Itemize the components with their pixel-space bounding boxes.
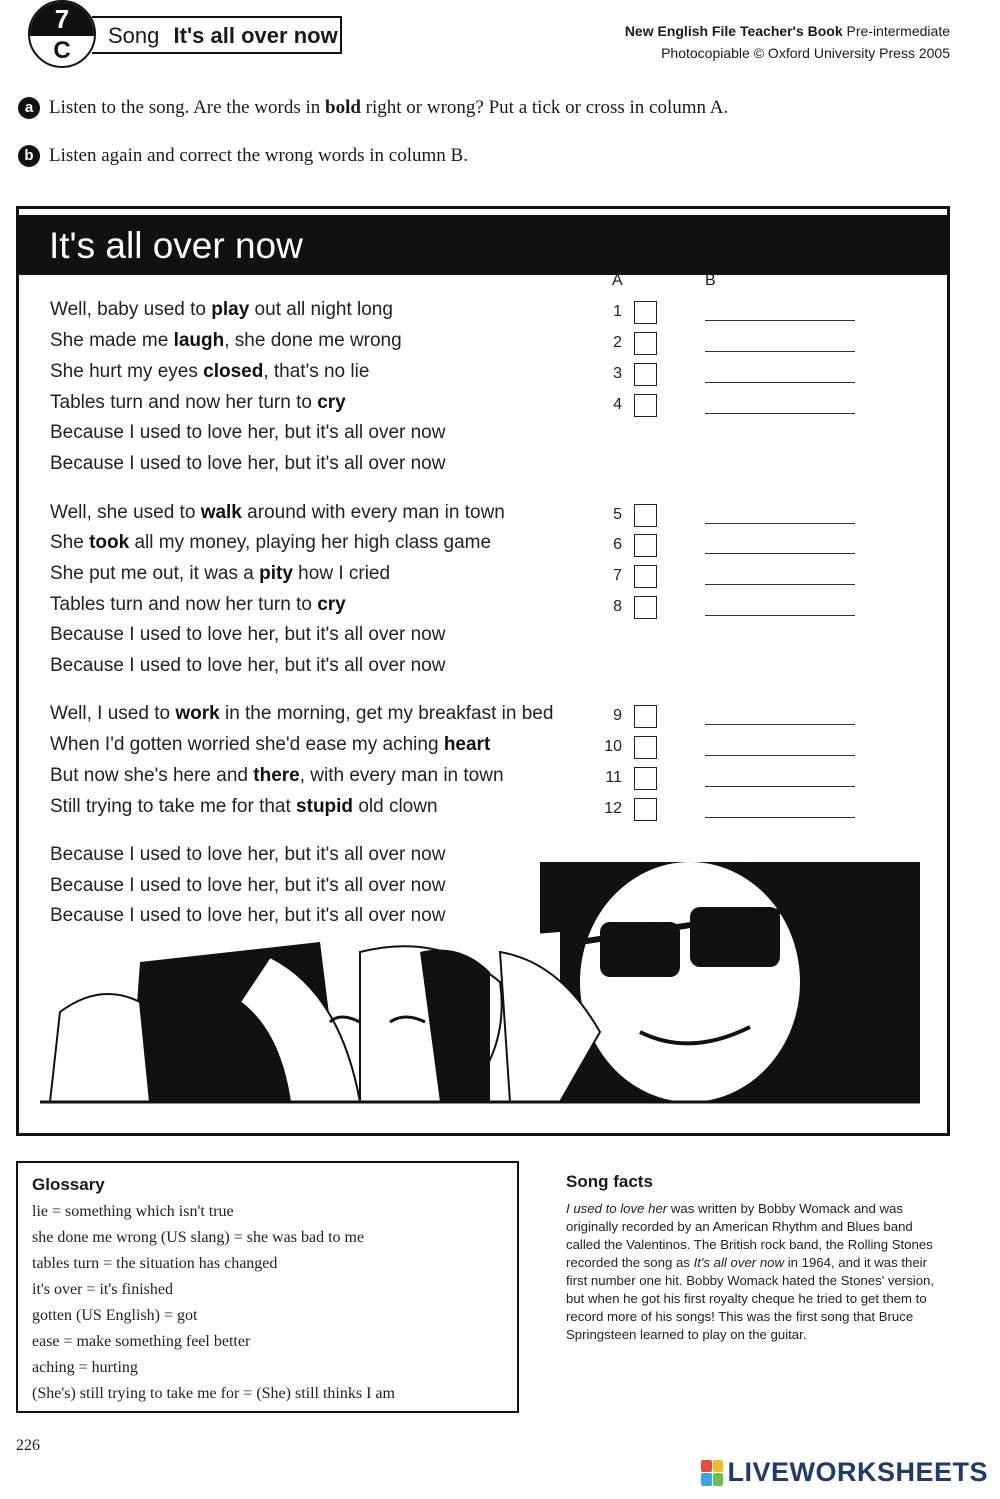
lyric-line xyxy=(50,532,491,554)
lyric-text: out all night long xyxy=(249,299,393,320)
answer-line-b[interactable] xyxy=(705,382,855,383)
instruction-letter: b xyxy=(18,145,40,167)
logo-square-green-icon xyxy=(713,1473,724,1486)
song-banner: It's all over now xyxy=(19,215,947,275)
answer-checkbox-a[interactable] xyxy=(634,736,657,759)
answer-checkbox-a[interactable] xyxy=(634,504,657,527)
liveworksheets-logo-icon xyxy=(701,1460,723,1486)
lyric-bold-word: closed xyxy=(203,361,264,382)
liveworksheets-brand[interactable] xyxy=(701,1457,988,1488)
lyric-line xyxy=(50,392,346,414)
lyric-bold-word: laugh xyxy=(173,330,225,351)
lyric-line xyxy=(50,502,505,524)
instruction-col: A xyxy=(709,97,724,118)
lyric-line xyxy=(50,453,445,475)
comic-illustration xyxy=(40,862,920,1104)
item-number: 12 xyxy=(604,800,622,817)
lyric-line xyxy=(50,655,445,677)
badge-number: 7 xyxy=(30,2,94,36)
lyric-line xyxy=(50,734,490,756)
unit-badge xyxy=(28,0,96,68)
item-number: 2 xyxy=(613,334,622,351)
instruction-bold: bold xyxy=(325,97,361,118)
glossary-box xyxy=(16,1161,519,1413)
answer-checkbox-a[interactable] xyxy=(634,565,657,588)
lyric-text: She put me out, it was a xyxy=(50,563,260,584)
lyric-bold-word: walk xyxy=(200,502,242,523)
lyric-text: in the morning, get my breakfast in bed xyxy=(219,703,554,724)
song-facts-title: Song facts xyxy=(566,1172,653,1191)
column-b-header: B xyxy=(705,272,716,289)
lyric-bold-word: play xyxy=(211,299,250,320)
lyric-text: She xyxy=(50,532,90,553)
instruction-b xyxy=(18,145,468,167)
answer-checkbox-a[interactable] xyxy=(634,596,657,619)
copyright: Photocopiable © Oxford University Press 2005 xyxy=(661,45,950,61)
column-a-header: A xyxy=(612,272,623,289)
lyric-bold-word: cry xyxy=(317,392,346,413)
lyric-text: Because I used to love her, but it's all over now xyxy=(50,624,446,645)
lyric-line xyxy=(50,299,393,321)
answer-line-b[interactable] xyxy=(705,817,855,818)
logo-square-red-icon xyxy=(701,1460,712,1473)
answer-checkbox-a[interactable] xyxy=(634,363,657,386)
lyric-text: She made me xyxy=(50,330,174,351)
answer-checkbox-a[interactable] xyxy=(634,798,657,821)
answer-line-b[interactable] xyxy=(705,786,855,787)
item-number: 7 xyxy=(613,567,622,584)
song-title-box xyxy=(92,16,342,54)
answer-checkbox-a[interactable] xyxy=(634,534,657,557)
logo-square-yellow-icon xyxy=(713,1460,724,1473)
item-number: 5 xyxy=(613,506,622,523)
brand-name: LIVEWORKSHEETS xyxy=(727,1457,988,1487)
lyric-text: When I'd gotten worried she'd ease my aching xyxy=(50,734,444,755)
lyric-bold-word: took xyxy=(89,532,130,553)
lyric-line xyxy=(50,765,504,787)
lyric-bold-word: pity xyxy=(259,563,293,584)
lyric-text: Because I used to love her, but it's all over now xyxy=(50,875,446,896)
answer-line-b[interactable] xyxy=(705,413,855,414)
lyric-bold-word: work xyxy=(175,703,220,724)
page-number: 226 xyxy=(16,1437,40,1454)
answer-line-b[interactable] xyxy=(705,724,855,725)
facts-italic-1: I used to love her xyxy=(566,1201,668,1216)
lyric-text: old clown xyxy=(353,796,438,817)
answer-line-b[interactable] xyxy=(705,351,855,352)
answer-line-b[interactable] xyxy=(705,523,855,524)
glossary-item: lie = something which isn't true xyxy=(32,1203,234,1220)
song-facts xyxy=(566,1172,946,1344)
lyric-text: Because I used to love her, but it's all over now xyxy=(50,844,446,865)
lyric-line xyxy=(50,563,390,585)
lyric-text: Tables turn and now her turn to xyxy=(50,594,318,615)
lyric-bold-word: there xyxy=(253,765,300,786)
answer-line-b[interactable] xyxy=(705,615,855,616)
item-number: 4 xyxy=(613,396,622,413)
glossary-title: Glossary xyxy=(32,1175,105,1194)
publisher-level: Pre-intermediate xyxy=(846,23,950,39)
lyric-line xyxy=(50,422,445,444)
logo-square-blue-icon xyxy=(701,1473,712,1486)
answer-checkbox-a[interactable] xyxy=(634,394,657,417)
glossary-item: it's over = it's finished xyxy=(32,1281,173,1298)
lyric-text: Well, I used to xyxy=(50,703,176,724)
lyric-text: all my money, playing her high class game xyxy=(129,532,492,553)
glossary-item: she done me wrong (US slang) = she was bad to me xyxy=(32,1229,365,1246)
lyric-bold-word: heart xyxy=(443,734,491,755)
item-number: 3 xyxy=(613,365,622,382)
instruction-text: right or wrong? Put a tick or cross in column xyxy=(360,97,710,118)
lyric-text: how I cried xyxy=(292,563,391,584)
instruction-text: Listen to the song. Are the words in xyxy=(49,97,325,118)
item-number: 11 xyxy=(605,769,622,786)
answer-line-b[interactable] xyxy=(705,755,855,756)
instruction-col: B xyxy=(450,145,464,166)
glossary-item: aching = hurting xyxy=(32,1359,138,1376)
item-number: 8 xyxy=(613,598,622,615)
lyric-line xyxy=(50,624,445,646)
lyric-line xyxy=(50,330,402,352)
page-title: It's all over now xyxy=(173,23,338,48)
item-number: 10 xyxy=(604,738,622,755)
song-facts-text xyxy=(566,1200,946,1344)
facts-text-2: in 1964, and it was their first number one hit. Bobby Womack hated the Stones' version, but when he got his first royalty cheque he tried to get them to record more of his songs! This was the first song that Bruce Springsteen learned to play on the guitar. xyxy=(566,1255,935,1342)
lyric-bold-word: stupid xyxy=(296,796,354,817)
glossary-list xyxy=(32,1199,503,1407)
lyric-text: Because I used to love her, but it's all over now xyxy=(50,905,446,926)
lyric-text: , she done me wrong xyxy=(224,330,402,351)
lyric-text: She hurt my eyes xyxy=(50,361,204,382)
badge-letter: C xyxy=(53,37,71,64)
lyric-text: , that's no lie xyxy=(263,361,370,382)
item-number: 6 xyxy=(613,536,622,553)
glossary-item: gotten (US English) = got xyxy=(32,1307,198,1324)
glossary-item: ease = make something feel better xyxy=(32,1333,251,1350)
lyric-line xyxy=(50,703,553,725)
instruction-end: . xyxy=(723,97,729,118)
answer-checkbox-a[interactable] xyxy=(634,332,657,355)
lyric-text: But now she's here and xyxy=(50,765,254,786)
lyric-text: Because I used to love her, but it's all over now xyxy=(50,655,446,676)
song-word: Song xyxy=(108,23,160,48)
lyric-line xyxy=(50,796,438,818)
instruction-letter: a xyxy=(18,97,40,119)
publisher-book: New English File Teacher's Book xyxy=(624,23,843,39)
lyric-text: Tables turn and now her turn to xyxy=(50,392,318,413)
answer-line-b[interactable] xyxy=(705,553,855,554)
item-number: 1 xyxy=(613,303,622,320)
lyric-text: around with every man in town xyxy=(241,502,505,523)
instruction-text: Listen again and correct the wrong words in column xyxy=(49,145,451,166)
item-number: 9 xyxy=(613,707,622,724)
answer-line-b[interactable] xyxy=(705,584,855,585)
lyric-text: Still trying to take me for that xyxy=(50,796,297,817)
answer-checkbox-a[interactable] xyxy=(634,705,657,728)
lyric-text: Well, she used to xyxy=(50,502,201,523)
instruction-a xyxy=(18,97,728,119)
publisher-info xyxy=(625,20,950,64)
answer-checkbox-a[interactable] xyxy=(634,301,657,324)
lyric-text: , with every man in town xyxy=(299,765,504,786)
facts-text-1: was written by Bobby Womack and was originally recorded by an American Rhythm and Blues band called the Valentinos. The British rock band, the Rolling Stones recorded the song as xyxy=(566,1201,933,1270)
answer-line-b[interactable] xyxy=(705,320,855,321)
lyric-line xyxy=(50,361,369,383)
facts-italic-2: It's all over now xyxy=(693,1255,785,1270)
instruction-end: . xyxy=(463,145,468,166)
glossary-item: tables turn = the situation has changed xyxy=(32,1255,278,1272)
answer-checkbox-a[interactable] xyxy=(634,767,657,790)
lyric-line xyxy=(50,594,346,616)
lyric-text: Because I used to love her, but it's all over now xyxy=(50,422,446,443)
lyric-text: Because I used to love her, but it's all over now xyxy=(50,453,446,474)
lyric-text: Well, baby used to xyxy=(50,299,212,320)
glossary-item: (She's) still trying to take me for = (She) still thinks I am xyxy=(32,1385,395,1402)
lyric-bold-word: cry xyxy=(317,594,346,615)
